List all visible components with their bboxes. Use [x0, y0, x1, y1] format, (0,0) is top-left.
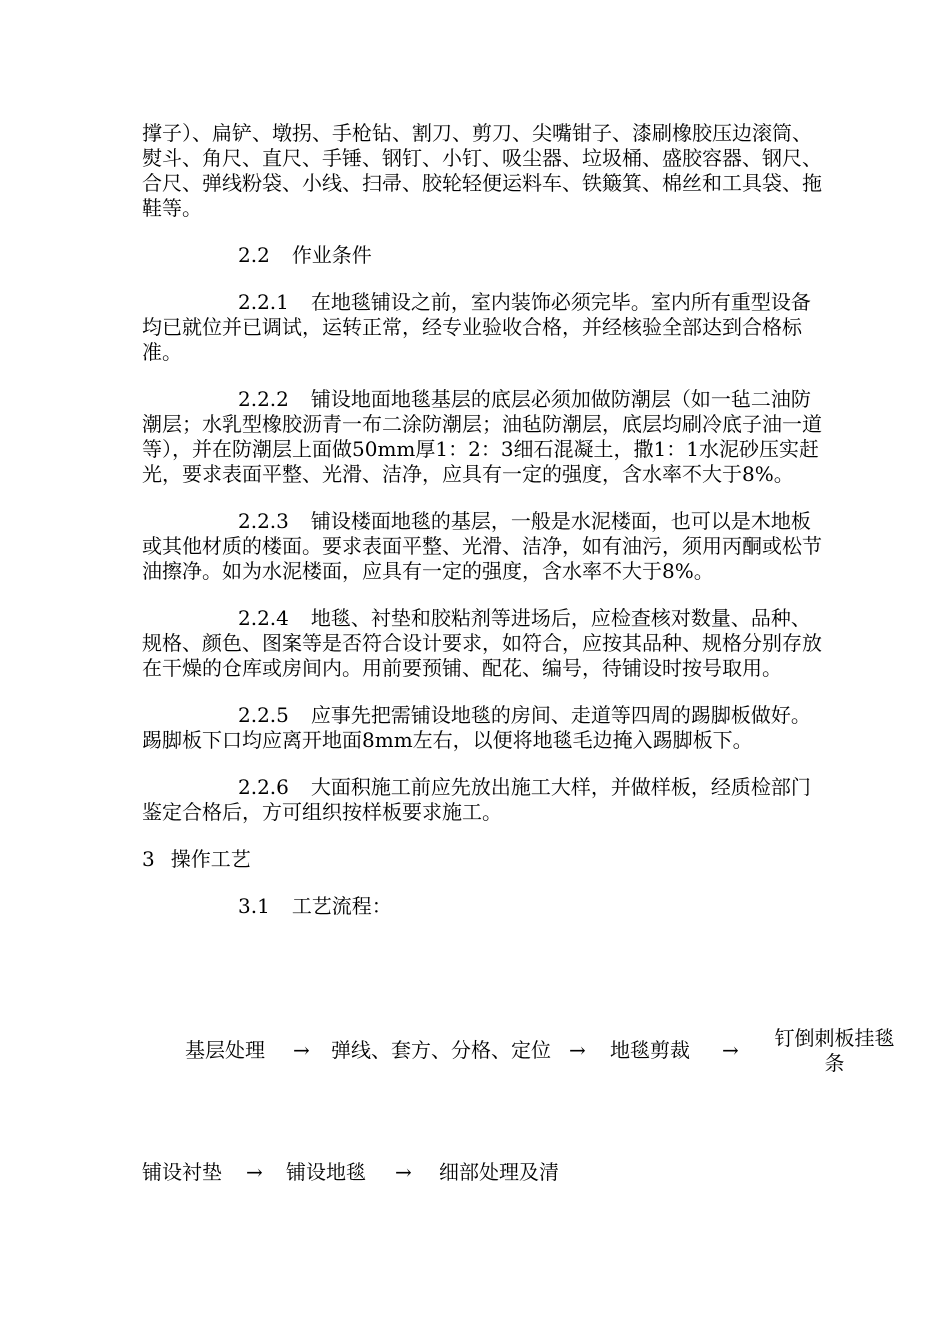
item-text: 铺设地面地毯基层的底层必须加做防潮层（如一毡二油防潮层；水乳型橡胶沥青一布二涂防潮层；油毡防潮层，底层均刷冷底子油一道等），并在防潮层上面做50mm厚1：2：3细石混凝土，撒1：1水泥砂压实赶光，要求表面平整、光滑、洁净，应具有一定的强度，含水率不大于8%。	[142, 387, 822, 486]
process-flow-row-1	[185, 1026, 905, 1088]
item-number: 2.2.2	[238, 387, 289, 411]
section-2-2-heading	[142, 243, 822, 268]
flow-arrow: →	[569, 1038, 586, 1062]
section-title: 作业条件	[291, 243, 372, 267]
item-text: 在地毯铺设之前，室内装饰必须完毕。室内所有重型设备均已就位并已调试，运转正常，经专业验收合格，并经核验全部达到合格标准。	[142, 290, 811, 364]
document-body	[142, 121, 822, 941]
item-number: 2.2.5	[238, 703, 289, 727]
item-text: 地毯、衬垫和胶粘剂等进场后，应检查核对数量、品种、规格、颜色、图案等是否符合设计要求，如符合，应按其品种、规格分别存放在干燥的仓库或房间内。用前要预铺、配花、编号，待铺设时按号取用。	[142, 606, 822, 680]
flow-step: 铺设衬垫	[142, 1160, 222, 1184]
section-number: 2.2	[238, 243, 270, 267]
section-title: 工艺流程：	[291, 894, 392, 918]
flow-arrow: →	[246, 1160, 263, 1184]
flow-arrow: →	[293, 1038, 310, 1062]
item-number: 2.2.4	[238, 606, 289, 630]
flow-step: 钉倒刺板挂毯条	[774, 1026, 895, 1075]
item-2-2-2	[142, 387, 822, 487]
flow-step: 基层处理	[185, 1038, 265, 1062]
flow-arrow: →	[722, 1038, 739, 1062]
flow-step: 细部处理及清	[439, 1160, 559, 1184]
item-2-2-6	[142, 775, 822, 825]
item-number: 2.2.1	[238, 290, 289, 314]
item-text: 铺设楼面地毯的基层，一般是水泥楼面，也可以是木地板或其他材质的楼面。要求表面平整、光滑、洁净，如有油污，须用丙酮或松节油擦净。如为水泥楼面，应具有一定的强度，含水率不大于8%。	[142, 509, 822, 583]
intro-paragraph: 撑子）、扁铲、墩拐、手枪钻、割刀、剪刀、尖嘴钳子、漆刷橡胶压边滚筒、熨斗、角尺、直尺、手锤、钢钉、小钉、吸尘器、垃圾桶、盛胶容器、钢尺、合尺、弹线粉袋、小线、扫帚、胶轮轻便运料车、铁簸箕、棉丝和工具袋、拖鞋等。	[142, 121, 822, 220]
flow-step: 铺设地毯	[286, 1160, 366, 1184]
item-2-2-5	[142, 703, 822, 753]
item-2-2-4	[142, 606, 822, 681]
section-title: 操作工艺	[170, 847, 251, 871]
section-number: 3.1	[238, 894, 270, 918]
item-2-2-1	[142, 290, 822, 365]
flow-step: 弹线、套方、分格、定位	[331, 1038, 551, 1062]
process-flow-row-2	[142, 1160, 742, 1190]
item-text: 大面积施工前应先放出施工大样，并做样板，经质检部门鉴定合格后，方可组织按样板要求施工。	[142, 775, 811, 824]
section-3-heading	[142, 847, 822, 872]
item-number: 2.2.3	[238, 509, 289, 533]
section-number: 3	[142, 847, 155, 871]
item-2-2-3	[142, 509, 822, 584]
flow-arrow: →	[395, 1160, 412, 1184]
item-text: 应事先把需铺设地毯的房间、走道等四周的踢脚板做好。踢脚板下口均应离开地面8mm左右，以便将地毯毛边掩入踢脚板下。	[142, 703, 811, 752]
item-number: 2.2.6	[238, 775, 289, 799]
section-3-1-heading	[142, 894, 822, 919]
flow-step: 地毯剪裁	[610, 1038, 690, 1062]
